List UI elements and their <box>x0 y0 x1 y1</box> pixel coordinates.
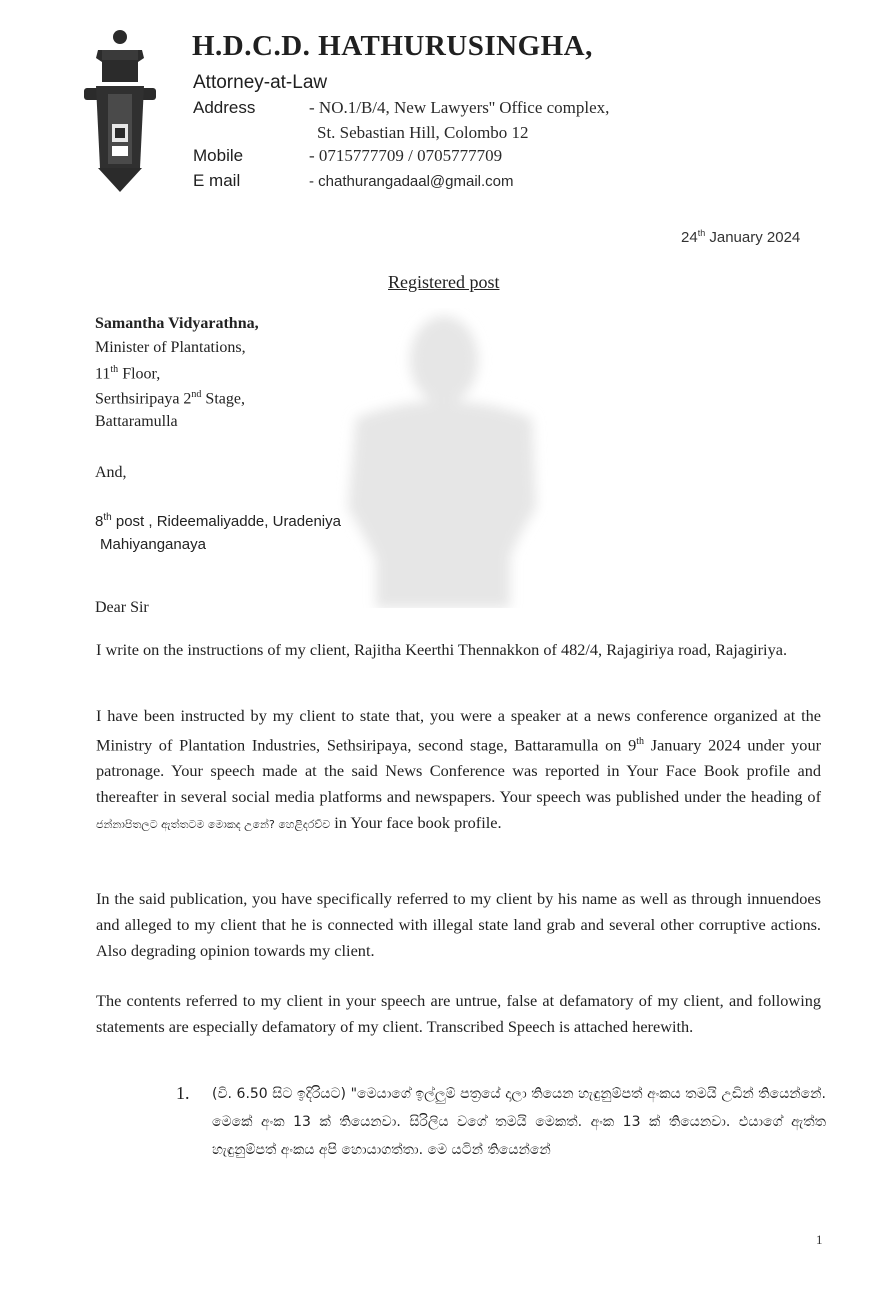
paragraph-3: In the said publication, you have specifically referred to my client by his name as well as through innuendoes and alleged to my client that he is connected with illegal state land grab and several other corruptive actions. Also degrading opinion towards my client. <box>96 889 821 960</box>
paragraph-1: I write on the instructions of my client, Rajitha Keerthi Thennakkon of 482/4, Rajagiriya road, Rajagiriya. <box>96 640 788 659</box>
attorney-name: H.D.C.D. HATHURUSINGHA, <box>192 30 593 62</box>
address-label: Address <box>193 98 256 117</box>
recipient-name: Samantha Vidyarathna, <box>95 315 259 332</box>
salutation: Dear Sir <box>95 599 149 616</box>
recipient-alt-address: 8th post , Rideemaliyadde, Uradeniya <box>95 512 341 530</box>
recipient-alt-city: Mahiyanganaya <box>100 536 206 553</box>
mobile-number: - 0715777709 / 0705777709 <box>309 146 503 165</box>
mobile-label: Mobile <box>193 146 244 165</box>
paragraph-2: I have been instructed by my client to state that, you were a speaker at a news conference organized at the Ministry of Plantation Industries, Sethsiripaya, second stage, Battaramulla on 9th January 2024 under your patronage. Your speech made at the said News Conference was reported in Your Face Book profile and thereafter in several social media platforms and newspapers. Your speech was published under the heading of ජන්නාපිතලට ඇත්තටම මොකද උනේ? හෙළිදරව්ව in Your face book profile. <box>96 706 822 833</box>
page-number: 1 <box>816 1232 823 1247</box>
chess-king-logo-icon <box>82 28 158 194</box>
delivery-method: Registered post <box>388 272 500 292</box>
recipient-floor: 11th Floor, <box>95 364 161 383</box>
paragraph-4: The contents referred to my client in your speech are untrue, false at defamatory of my client, and following statements are especially defamatory of my client. Transcribed Speech is attached herewith. <box>96 991 821 1036</box>
list-item-quote: (වි. 6.50 සිට ඉදිරියට) "මෙයාගේ ඉල්ලුම් පත්‍රයේ දාලා තියෙන හැඳුනුම්පත් අංකය තමයි උඩින් තියෙන්නේ. මෙකේ අංක 13 ක් තියෙනවා. සිරිලිය වගේ තමයි මෙකත්. අංක 13 ක් තියෙනවා. එයාගේ ඇත්ත හැඳුනුම්පත් අංකය අපි හොයාගත්තා. මෙ යටින් තියෙන්නේ <box>212 1086 826 1158</box>
address-line-2: St. Sebastian Hill, Colombo 12 <box>317 123 529 142</box>
sinhala-heading: ජන්නාපිතලට ඇත්තටම මොකද උනේ? හෙළිදරව්ව <box>96 818 331 832</box>
recipient-city: Battaramulla <box>95 413 178 430</box>
email-address: - chathurangadaal@gmail.com <box>309 173 514 190</box>
letter-date: 24th January 2024 <box>681 228 801 246</box>
recipient-position: Minister of Plantations, <box>95 339 246 356</box>
and-label: And, <box>95 464 127 481</box>
attorney-title: Attorney-at-Law <box>193 72 328 93</box>
address-line-1: - NO.1/B/4, New Lawyers'' Office complex, <box>309 98 610 117</box>
silhouette-watermark <box>336 308 548 608</box>
recipient-building: Serthsiripaya 2nd Stage, <box>95 389 245 408</box>
email-label: E mail <box>193 171 241 190</box>
list-item-number: 1. <box>176 1083 190 1103</box>
